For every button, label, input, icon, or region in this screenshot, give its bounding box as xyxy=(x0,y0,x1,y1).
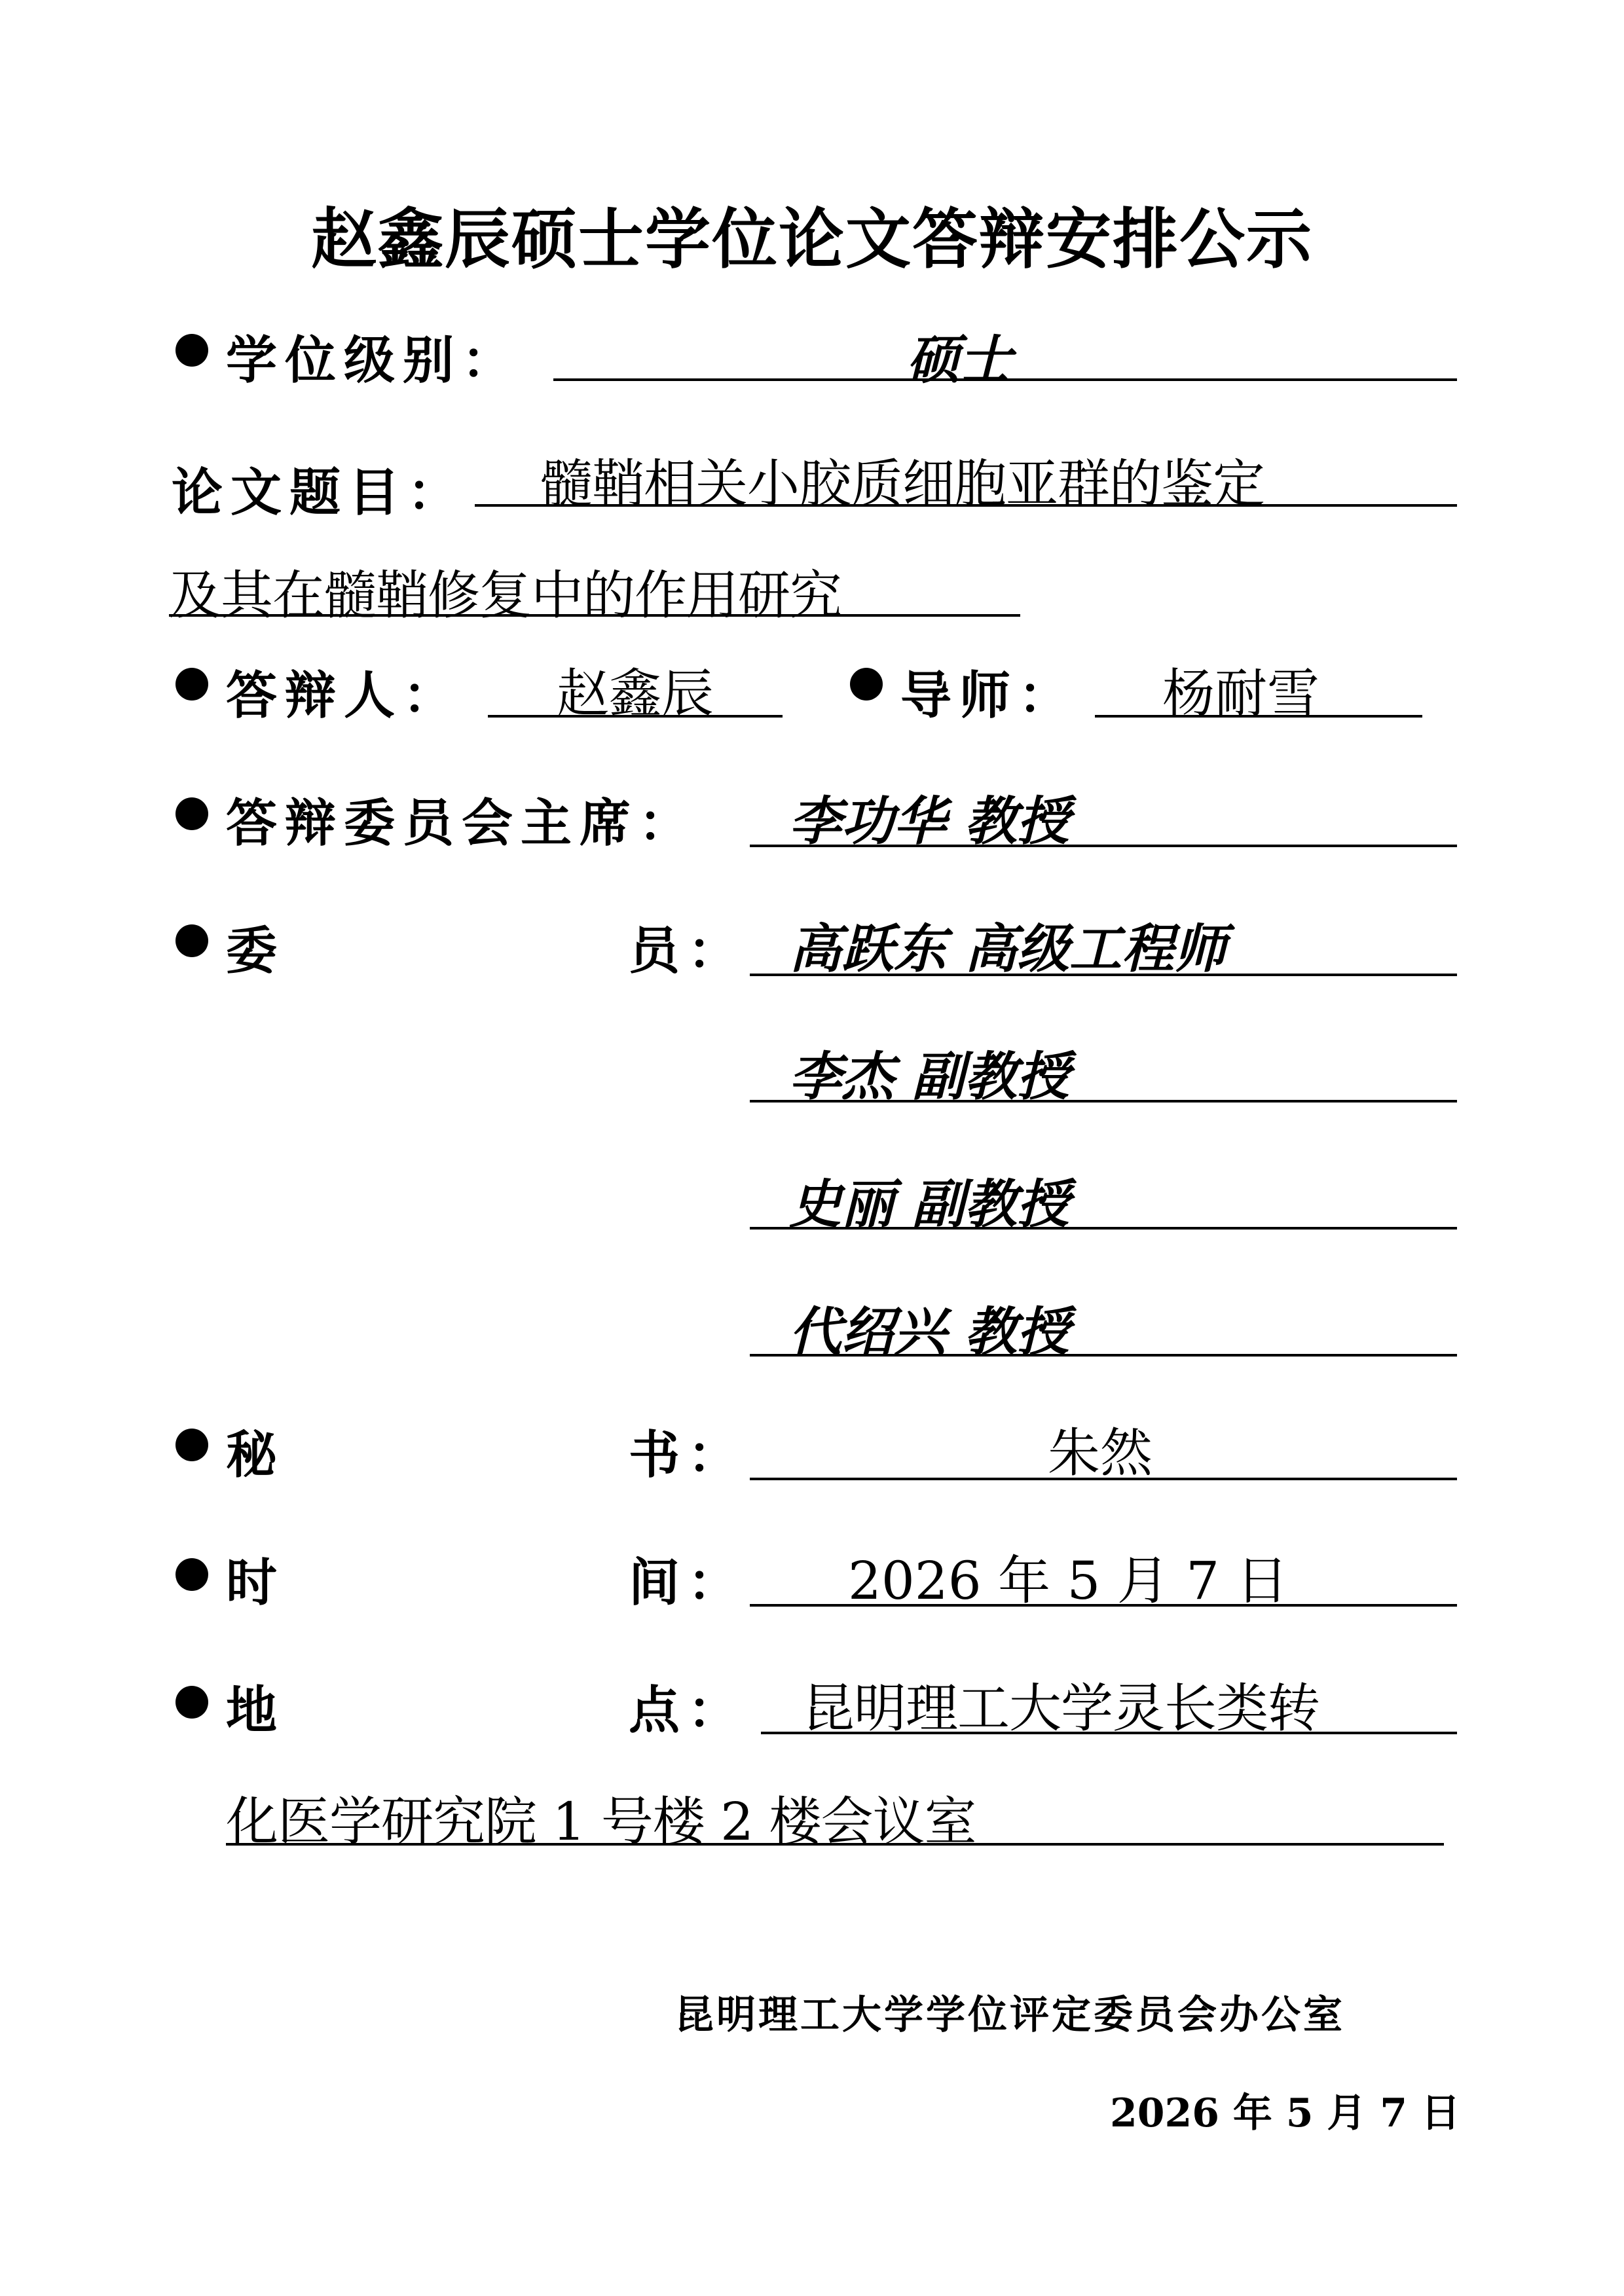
issue-date: 2026 年 5 月 7 日 xyxy=(1110,2090,1460,2136)
secretary-label-left: 秘 xyxy=(226,1426,286,1485)
time-label-right: 间： xyxy=(629,1554,747,1613)
candidate-underline xyxy=(488,715,783,718)
member-2: 李杰 副教授 xyxy=(789,1046,1069,1107)
member-1: 高跃东 高级工程师 xyxy=(789,918,1227,979)
thesis-underline-1 xyxy=(475,504,1457,507)
secretary-label-right: 书： xyxy=(629,1426,747,1485)
thesis-underline-2 xyxy=(169,614,1020,617)
place-underline-2 xyxy=(226,1843,1444,1846)
advisor-underline xyxy=(1095,715,1422,718)
thesis-title-line2: 及其在髓鞘修复中的作用研究 xyxy=(169,565,841,626)
candidate-value: 赵鑫辰 xyxy=(557,663,714,724)
degree-label: 学位级别： xyxy=(226,331,521,390)
candidate-label: 答辩人： xyxy=(226,666,462,725)
degree-value: 硕士 xyxy=(907,329,1012,390)
bullet-icon xyxy=(175,668,208,701)
secretary-value: 朱然 xyxy=(1048,1423,1153,1484)
advisor-value: 杨耐雪 xyxy=(1162,663,1320,724)
bullet-icon xyxy=(175,797,208,830)
thesis-title-line1: 髓鞘相关小胶质细胞亚群的鉴定 xyxy=(540,454,1264,515)
chair-underline xyxy=(750,845,1457,847)
bullet-icon xyxy=(175,1429,208,1461)
time-label-left: 时 xyxy=(226,1554,286,1613)
place-line2: 化医学研究院 1 号楼 2 楼会议室 xyxy=(226,1791,976,1852)
time-underline xyxy=(750,1604,1457,1607)
page-title: 赵鑫辰硕士学位论文答辩安排公示 xyxy=(311,201,1313,278)
bullet-icon xyxy=(175,334,208,367)
members-label-left: 委 xyxy=(226,922,286,981)
members-label-right: 员： xyxy=(629,922,747,981)
member-3: 史丽 副教授 xyxy=(789,1173,1069,1235)
place-label-left: 地 xyxy=(226,1681,286,1740)
thesis-label: 论文题目： xyxy=(172,464,467,522)
member-2-underline xyxy=(750,1100,1457,1102)
degree-underline xyxy=(553,378,1457,381)
place-underline-1 xyxy=(761,1732,1457,1734)
chair-label: 答辩委员会主席： xyxy=(226,794,698,853)
member-4-underline xyxy=(750,1354,1457,1357)
advisor-label: 导师： xyxy=(900,666,1078,725)
issuing-office: 昆明理工大学学位评定委员会办公室 xyxy=(674,1992,1345,2038)
bullet-icon xyxy=(175,1686,208,1719)
secretary-underline xyxy=(750,1478,1457,1480)
place-line1: 昆明理工大学灵长类转 xyxy=(802,1678,1320,1739)
bullet-icon xyxy=(175,924,208,957)
chair-value: 李功华 教授 xyxy=(789,790,1069,852)
time-value: 2026 年 5 月 7 日 xyxy=(848,1550,1289,1611)
member-4: 代绍兴 教授 xyxy=(789,1301,1069,1362)
bullet-icon xyxy=(850,668,883,701)
member-3-underline xyxy=(750,1227,1457,1230)
place-label-right: 点： xyxy=(629,1681,747,1740)
member-1-underline xyxy=(750,974,1457,976)
bullet-icon xyxy=(175,1558,208,1591)
